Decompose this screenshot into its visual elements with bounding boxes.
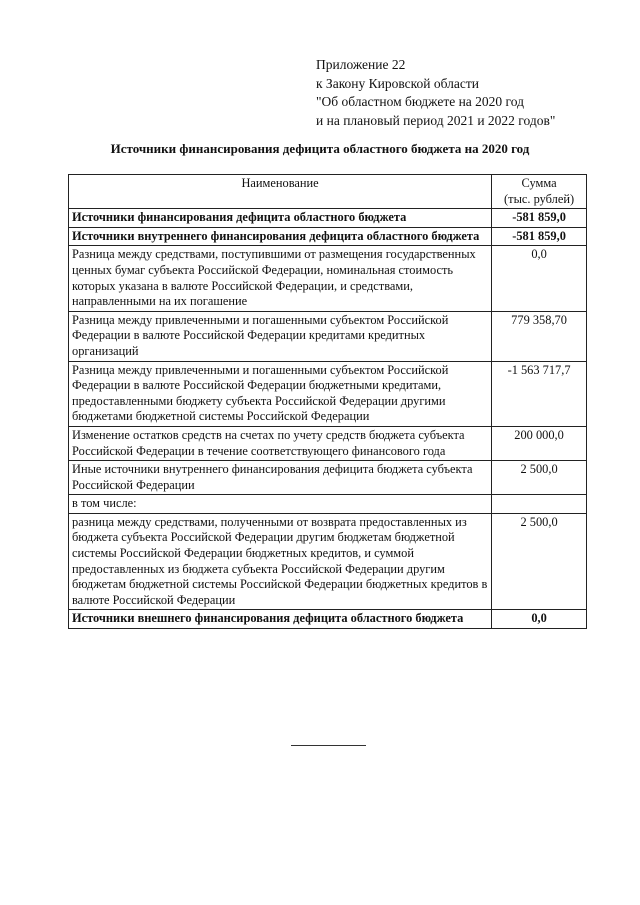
- row-amount: 200 000,0: [492, 426, 587, 460]
- row-name: Иные источники внутреннего финансирования дефицита бюджета субъекта Российской Федерации: [69, 461, 492, 495]
- row-name: Разница между средствами, поступившими от размещения государственных ценных бумаг субъекта Российской Федерации, номинальная стоимость которых указана в валюте Российской Федерации, и средствами, направленными на их погашение: [69, 246, 492, 311]
- header-sum: [492, 175, 587, 209]
- row-amount: -1 563 717,7: [492, 361, 587, 426]
- annex-line-2: к Закону Кировской области: [316, 75, 480, 91]
- table-row: [69, 246, 587, 311]
- row-name: Источники внутреннего финансирования дефицита областного бюджета: [69, 227, 492, 246]
- row-amount: 2 500,0: [492, 461, 587, 495]
- financing-sources-table: [68, 174, 587, 629]
- table-header-row: [69, 175, 587, 209]
- table-row-internal-sources: [69, 227, 587, 246]
- row-name: в том числе:: [69, 495, 492, 514]
- row-name: Источники внешнего финансирования дефицита областного бюджета: [69, 610, 492, 629]
- row-name: Разница между привлеченными и погашенными субъектом Российской Федерации в валюте Российской Федерации кредитами кредитных организаций: [69, 311, 492, 361]
- row-amount: 2 500,0: [492, 513, 587, 610]
- row-amount: 0,0: [492, 246, 587, 311]
- annex-line-3: "Об областном бюджете на 2020 год: [316, 94, 524, 109]
- row-amount: -581 859,0: [492, 209, 587, 228]
- table-row-including: [69, 495, 587, 514]
- annex-line-4: и на плановый период 2021 и 2022 годов": [316, 112, 556, 128]
- annex-block: [316, 56, 555, 130]
- table-row: [69, 513, 587, 610]
- row-name: Разница между привлеченными и погашенными субъектом Российской Федерации в валюте Российской Федерации бюджетными кредитами, предоставленными бюджету субъекта Российской Федерации другими бюджетами бюджетной системы Российской Федерации: [69, 361, 492, 426]
- header-sum-unit: (тыс. рублей): [504, 191, 575, 206]
- document-title: Источники финансирования дефицита областного бюджета на 2020 год: [110, 141, 530, 156]
- row-amount: 0,0: [492, 610, 587, 629]
- table-row: [69, 311, 587, 361]
- closing-rule: [291, 745, 366, 746]
- table-row: [69, 461, 587, 495]
- header-name: Наименование: [69, 175, 492, 209]
- table-row: [69, 426, 587, 460]
- table-row: [69, 361, 587, 426]
- row-name: Источники финансирования дефицита областного бюджета: [69, 209, 492, 228]
- table-row-total-sources: [69, 209, 587, 228]
- row-amount: 779 358,70: [492, 311, 587, 361]
- row-amount: -581 859,0: [492, 227, 587, 246]
- table-row-external-sources: [69, 610, 587, 629]
- annex-line-1: Приложение 22: [316, 57, 406, 72]
- header-sum-label: Сумма: [521, 176, 557, 190]
- row-name: разница между средствами, полученными от возврата предоставленных из бюджета субъекта Российской Федерации другим бюджетам бюджетной системы Российской Федерации бюджетных кредитов, и суммой предоставленных из бюджета субъекта Российской Федерации другим бюджетам бюджетной системы Российской Федерации бюджетных кредитов в валюте Российской Федерации: [69, 513, 492, 610]
- row-amount: [492, 495, 587, 514]
- row-name: Изменение остатков средств на счетах по учету средств бюджета субъекта Российской Федерации в течение соответствующего финансового года: [69, 426, 492, 460]
